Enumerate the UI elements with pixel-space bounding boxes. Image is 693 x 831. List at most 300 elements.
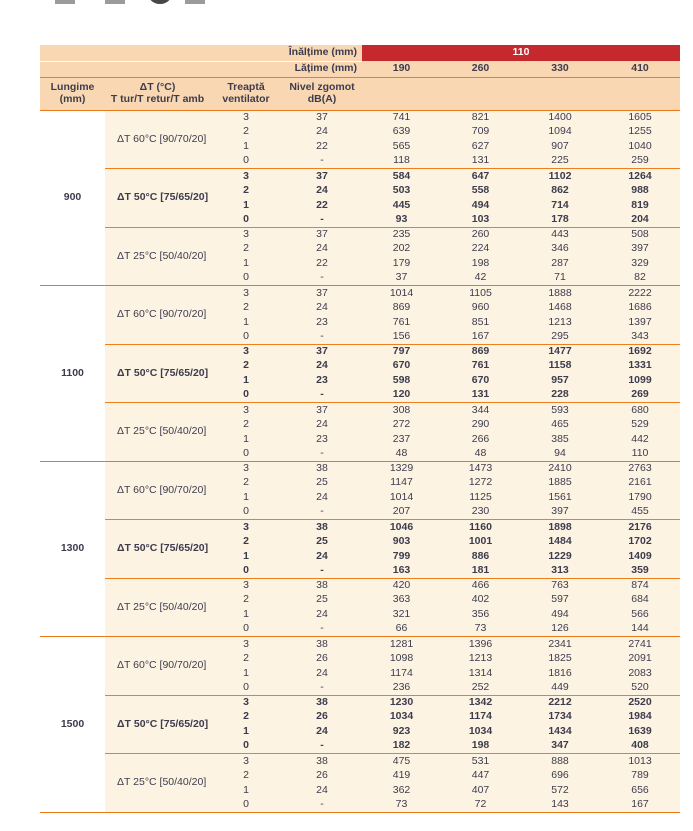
output-value: 131 [441,388,520,403]
treapta-header: Treaptă ventilator [210,77,282,110]
table-row [40,578,680,593]
output-value: 1174 [441,710,520,725]
output-value: 923 [362,724,441,739]
output-value: 167 [600,797,680,812]
treapta-value: 3 [210,403,282,418]
output-value: 789 [600,768,680,783]
zgomot-value: 26 [282,651,362,666]
output-value: 2763 [600,461,680,476]
output-value: 407 [441,783,520,798]
table-row [40,520,680,535]
output-value: 1484 [520,534,600,549]
zgomot-value: 23 [282,373,362,388]
output-value: 465 [520,417,600,432]
lungime-value: 1500 [40,637,105,813]
output-value: 445 [362,198,441,213]
output-value: 761 [441,359,520,374]
output-value: 1281 [362,637,441,652]
output-value: 402 [441,593,520,608]
output-value: 126 [520,622,600,637]
zgomot-value: - [282,212,362,227]
table-row [40,754,680,769]
output-value: 851 [441,315,520,330]
output-value: 1158 [520,359,600,374]
delta-t-header: ΔT (°C) T tur/T retur/T amb [105,77,210,110]
output-value: 639 [362,125,441,140]
treapta-value: 3 [210,286,282,301]
output-value: 494 [441,198,520,213]
treapta-value: 2 [210,417,282,432]
output-value: 593 [520,403,600,418]
output-value: 48 [441,446,520,461]
output-value: 862 [520,183,600,198]
treapta-value: 2 [210,651,282,666]
zgomot-value: 37 [282,286,362,301]
output-value: 1396 [441,637,520,652]
output-value: 2212 [520,695,600,710]
output-value: 799 [362,549,441,564]
output-value: 529 [600,417,680,432]
output-value: 520 [600,680,680,695]
zgomot-value: - [282,622,362,637]
output-value: 419 [362,768,441,783]
output-value: 344 [441,403,520,418]
output-value: 287 [520,256,600,271]
width-label: Lățime (mm) [282,61,362,77]
output-value: 1213 [520,315,600,330]
output-value: 224 [441,242,520,257]
zgomot-value: 24 [282,242,362,257]
treapta-value: 1 [210,315,282,330]
output-value: 167 [441,329,520,344]
output-value: 1230 [362,695,441,710]
output-value: 1734 [520,710,600,725]
lungime-value: 900 [40,110,105,286]
treapta-value: 2 [210,768,282,783]
output-value: 598 [362,373,441,388]
treapta-value: 0 [210,563,282,578]
zgomot-value: 26 [282,710,362,725]
output-value: 163 [362,563,441,578]
output-value: 466 [441,578,520,593]
treapta-value: 2 [210,125,282,140]
output-value: 228 [520,388,600,403]
output-value: 202 [362,242,441,257]
treapta-value: 3 [210,110,282,125]
output-value: 797 [362,344,441,359]
letter-fragment [55,0,75,4]
output-value: 763 [520,578,600,593]
table-row [40,110,680,125]
treapta-value: 1 [210,666,282,681]
width-value: 260 [441,61,520,77]
output-value: 103 [441,212,520,227]
output-value: 362 [362,783,441,798]
output-value: 656 [600,783,680,798]
output-value: 1342 [441,695,520,710]
table-row [40,637,680,652]
output-value: 260 [441,227,520,242]
zgomot-value: - [282,680,362,695]
zgomot-value: - [282,271,362,286]
output-value: 82 [600,271,680,286]
output-value: 1040 [600,139,680,154]
zgomot-value: 24 [282,359,362,374]
delta-t-label: ΔT 50°C [75/65/20] [105,695,210,754]
delta-t-label: ΔT 25°C [50/40/20] [105,403,210,462]
output-value: 1898 [520,520,600,535]
output-value: 1013 [600,754,680,769]
output-value: 118 [362,154,441,169]
zgomot-value: 24 [282,125,362,140]
table-row [40,344,680,359]
output-value: 1094 [520,125,600,140]
output-value: 988 [600,183,680,198]
output-value: 670 [362,359,441,374]
width-value: 330 [520,61,600,77]
output-value: 230 [441,505,520,520]
output-value: 356 [441,607,520,622]
output-value: 42 [441,271,520,286]
output-value: 252 [441,680,520,695]
output-value: 869 [441,344,520,359]
zgomot-value: 23 [282,315,362,330]
output-value: 1816 [520,666,600,681]
header-spacer [40,45,282,61]
output-value: 1473 [441,461,520,476]
zgomot-value: - [282,446,362,461]
zgomot-value: 37 [282,227,362,242]
table-row [40,695,680,710]
output-value: 1825 [520,651,600,666]
output-value: 819 [600,198,680,213]
output-value: 869 [362,300,441,315]
output-value: 442 [600,432,680,447]
output-value: 670 [441,373,520,388]
header-spacer [362,77,680,110]
output-value: 1014 [362,490,441,505]
zgomot-value: 38 [282,520,362,535]
output-value: 1468 [520,300,600,315]
output-value: 397 [520,505,600,520]
output-value: 1790 [600,490,680,505]
treapta-value: 1 [210,256,282,271]
output-value: 1331 [600,359,680,374]
output-value: 295 [520,329,600,344]
output-value: 237 [362,432,441,447]
zgomot-value: 25 [282,593,362,608]
output-value: 1639 [600,724,680,739]
zgomot-value: 25 [282,534,362,549]
output-value: 503 [362,183,441,198]
treapta-value: 0 [210,212,282,227]
output-value: 181 [441,563,520,578]
output-value: 329 [600,256,680,271]
zgomot-value: 37 [282,169,362,184]
lungime-header: Lungime (mm) [40,77,105,110]
output-value: 343 [600,329,680,344]
output-value: 179 [362,256,441,271]
treapta-value: 1 [210,607,282,622]
output-value: 2341 [520,637,600,652]
treapta-value: 1 [210,783,282,798]
output-value: 1098 [362,651,441,666]
output-value: 874 [600,578,680,593]
delta-t-label: ΔT 25°C [50/40/20] [105,754,210,813]
treapta-value: 0 [210,797,282,812]
zgomot-value: 24 [282,490,362,505]
treapta-value: 0 [210,505,282,520]
output-value: 1264 [600,169,680,184]
output-value: 408 [600,739,680,754]
zgomot-value: - [282,329,362,344]
lungime-value: 1100 [40,286,105,462]
output-value: 1692 [600,344,680,359]
output-value: 266 [441,432,520,447]
height-label: Înălțime (mm) [282,45,362,61]
output-value: 178 [520,212,600,227]
output-value: 2161 [600,476,680,491]
zgomot-value: - [282,563,362,578]
output-value: 363 [362,593,441,608]
letter-fragment [185,0,205,4]
treapta-value: 3 [210,695,282,710]
output-value: 37 [362,271,441,286]
treapta-value: 0 [210,622,282,637]
zgomot-value: 38 [282,754,362,769]
output-value: 455 [600,505,680,520]
output-value: 684 [600,593,680,608]
output-value: 2520 [600,695,680,710]
output-value: 2083 [600,666,680,681]
table-row [40,169,680,184]
output-value: 225 [520,154,600,169]
output-value: 531 [441,754,520,769]
letter-fragment [147,0,175,6]
treapta-value: 0 [210,271,282,286]
output-value: 204 [600,212,680,227]
output-value: 709 [441,125,520,140]
height-value-band: 110 [362,45,680,61]
zgomot-value: 24 [282,417,362,432]
output-value: 1397 [600,315,680,330]
zgomot-value: 24 [282,300,362,315]
output-value: 960 [441,300,520,315]
output-value: 73 [362,797,441,812]
output-value: 447 [441,768,520,783]
treapta-value: 3 [210,169,282,184]
output-value: 494 [520,607,600,622]
output-value: 1885 [520,476,600,491]
zgomot-value: 24 [282,666,362,681]
output-value: 156 [362,329,441,344]
output-value: 71 [520,271,600,286]
output-value: 1561 [520,490,600,505]
output-value: 449 [520,680,600,695]
treapta-value: 2 [210,710,282,725]
output-value: 1314 [441,666,520,681]
output-value: 1213 [441,651,520,666]
treapta-value: 2 [210,300,282,315]
output-value: 558 [441,183,520,198]
output-value: 2091 [600,651,680,666]
zgomot-value: 24 [282,783,362,798]
output-value: 597 [520,593,600,608]
output-value: 957 [520,373,600,388]
output-value: 1686 [600,300,680,315]
delta-t-label: ΔT 50°C [75/65/20] [105,344,210,403]
treapta-value: 3 [210,520,282,535]
zgomot-value: - [282,388,362,403]
table-row [40,286,680,301]
output-value: 1888 [520,286,600,301]
treapta-value: 2 [210,534,282,549]
output-value: 269 [600,388,680,403]
delta-t-label: ΔT 60°C [90/70/20] [105,461,210,520]
delta-t-label: ΔT 60°C [90/70/20] [105,637,210,696]
output-value: 1255 [600,125,680,140]
output-value: 584 [362,169,441,184]
zgomot-header: Nivel zgomot dB(A) [282,77,362,110]
output-value: 110 [600,446,680,461]
delta-t-label: ΔT 60°C [90/70/20] [105,110,210,169]
treapta-value: 0 [210,739,282,754]
output-value: 1605 [600,110,680,125]
output-value: 2222 [600,286,680,301]
output-value: 207 [362,505,441,520]
treapta-value: 0 [210,446,282,461]
output-value: 1160 [441,520,520,535]
output-value: 2176 [600,520,680,535]
output-value: 1477 [520,344,600,359]
output-value: 420 [362,578,441,593]
output-value: 397 [600,242,680,257]
output-value: 313 [520,563,600,578]
heating-output-table [40,45,680,813]
output-value: 696 [520,768,600,783]
output-value: 907 [520,139,600,154]
header-spacer [40,61,282,77]
header-row-height [40,45,680,61]
output-value: 308 [362,403,441,418]
delta-t-label: ΔT 50°C [75/65/20] [105,520,210,579]
output-value: 1272 [441,476,520,491]
output-value: 66 [362,622,441,637]
zgomot-value: 24 [282,183,362,198]
zgomot-value: 24 [282,549,362,564]
treapta-value: 0 [210,680,282,695]
output-value: 1125 [441,490,520,505]
output-value: 1034 [362,710,441,725]
output-value: 741 [362,110,441,125]
output-value: 198 [441,739,520,754]
output-value: 2410 [520,461,600,476]
output-value: 886 [441,549,520,564]
zgomot-value: 24 [282,607,362,622]
output-value: 131 [441,154,520,169]
output-value: 120 [362,388,441,403]
output-value: 1001 [441,534,520,549]
lungime-value: 1300 [40,461,105,637]
delta-t-label: ΔT 25°C [50/40/20] [105,227,210,286]
treapta-value: 1 [210,724,282,739]
treapta-value: 1 [210,373,282,388]
output-value: 1046 [362,520,441,535]
output-value: 821 [441,110,520,125]
header-row-width [40,61,680,77]
output-value: 1702 [600,534,680,549]
zgomot-value: 37 [282,344,362,359]
treapta-value: 1 [210,549,282,564]
output-value: 714 [520,198,600,213]
output-value: 94 [520,446,600,461]
zgomot-value: - [282,505,362,520]
output-value: 627 [441,139,520,154]
output-value: 1034 [441,724,520,739]
zgomot-value: 25 [282,476,362,491]
table-row [40,227,680,242]
zgomot-value: 23 [282,432,362,447]
output-value: 385 [520,432,600,447]
output-value: 321 [362,607,441,622]
treapta-value: 2 [210,183,282,198]
treapta-value: 1 [210,198,282,213]
treapta-value: 2 [210,242,282,257]
output-value: 508 [600,227,680,242]
zgomot-value: - [282,739,362,754]
table-row [40,403,680,418]
output-value: 565 [362,139,441,154]
output-value: 48 [362,446,441,461]
output-value: 1229 [520,549,600,564]
output-value: 72 [441,797,520,812]
delta-t-label: ΔT 50°C [75/65/20] [105,169,210,228]
output-value: 259 [600,154,680,169]
output-value: 572 [520,783,600,798]
output-value: 1984 [600,710,680,725]
treapta-value: 1 [210,139,282,154]
output-value: 1329 [362,461,441,476]
zgomot-value: 38 [282,637,362,652]
output-value: 1434 [520,724,600,739]
output-value: 1099 [600,373,680,388]
delta-t-label: ΔT 25°C [50/40/20] [105,578,210,637]
treapta-value: 3 [210,227,282,242]
page-title-cutoff [0,0,693,10]
zgomot-value: 22 [282,256,362,271]
output-value: 475 [362,754,441,769]
output-value: 2741 [600,637,680,652]
output-value: 93 [362,212,441,227]
table-row [40,461,680,476]
output-value: 680 [600,403,680,418]
output-value: 290 [441,417,520,432]
output-value: 566 [600,607,680,622]
table-header [40,45,680,110]
treapta-value: 0 [210,154,282,169]
treapta-value: 0 [210,388,282,403]
output-value: 236 [362,680,441,695]
treapta-value: 3 [210,461,282,476]
table-body [40,110,680,812]
output-value: 1400 [520,110,600,125]
letter-fragment [105,0,125,4]
treapta-value: 2 [210,359,282,374]
header-row-columns [40,77,680,110]
zgomot-value: 26 [282,768,362,783]
zgomot-value: 38 [282,461,362,476]
output-value: 235 [362,227,441,242]
